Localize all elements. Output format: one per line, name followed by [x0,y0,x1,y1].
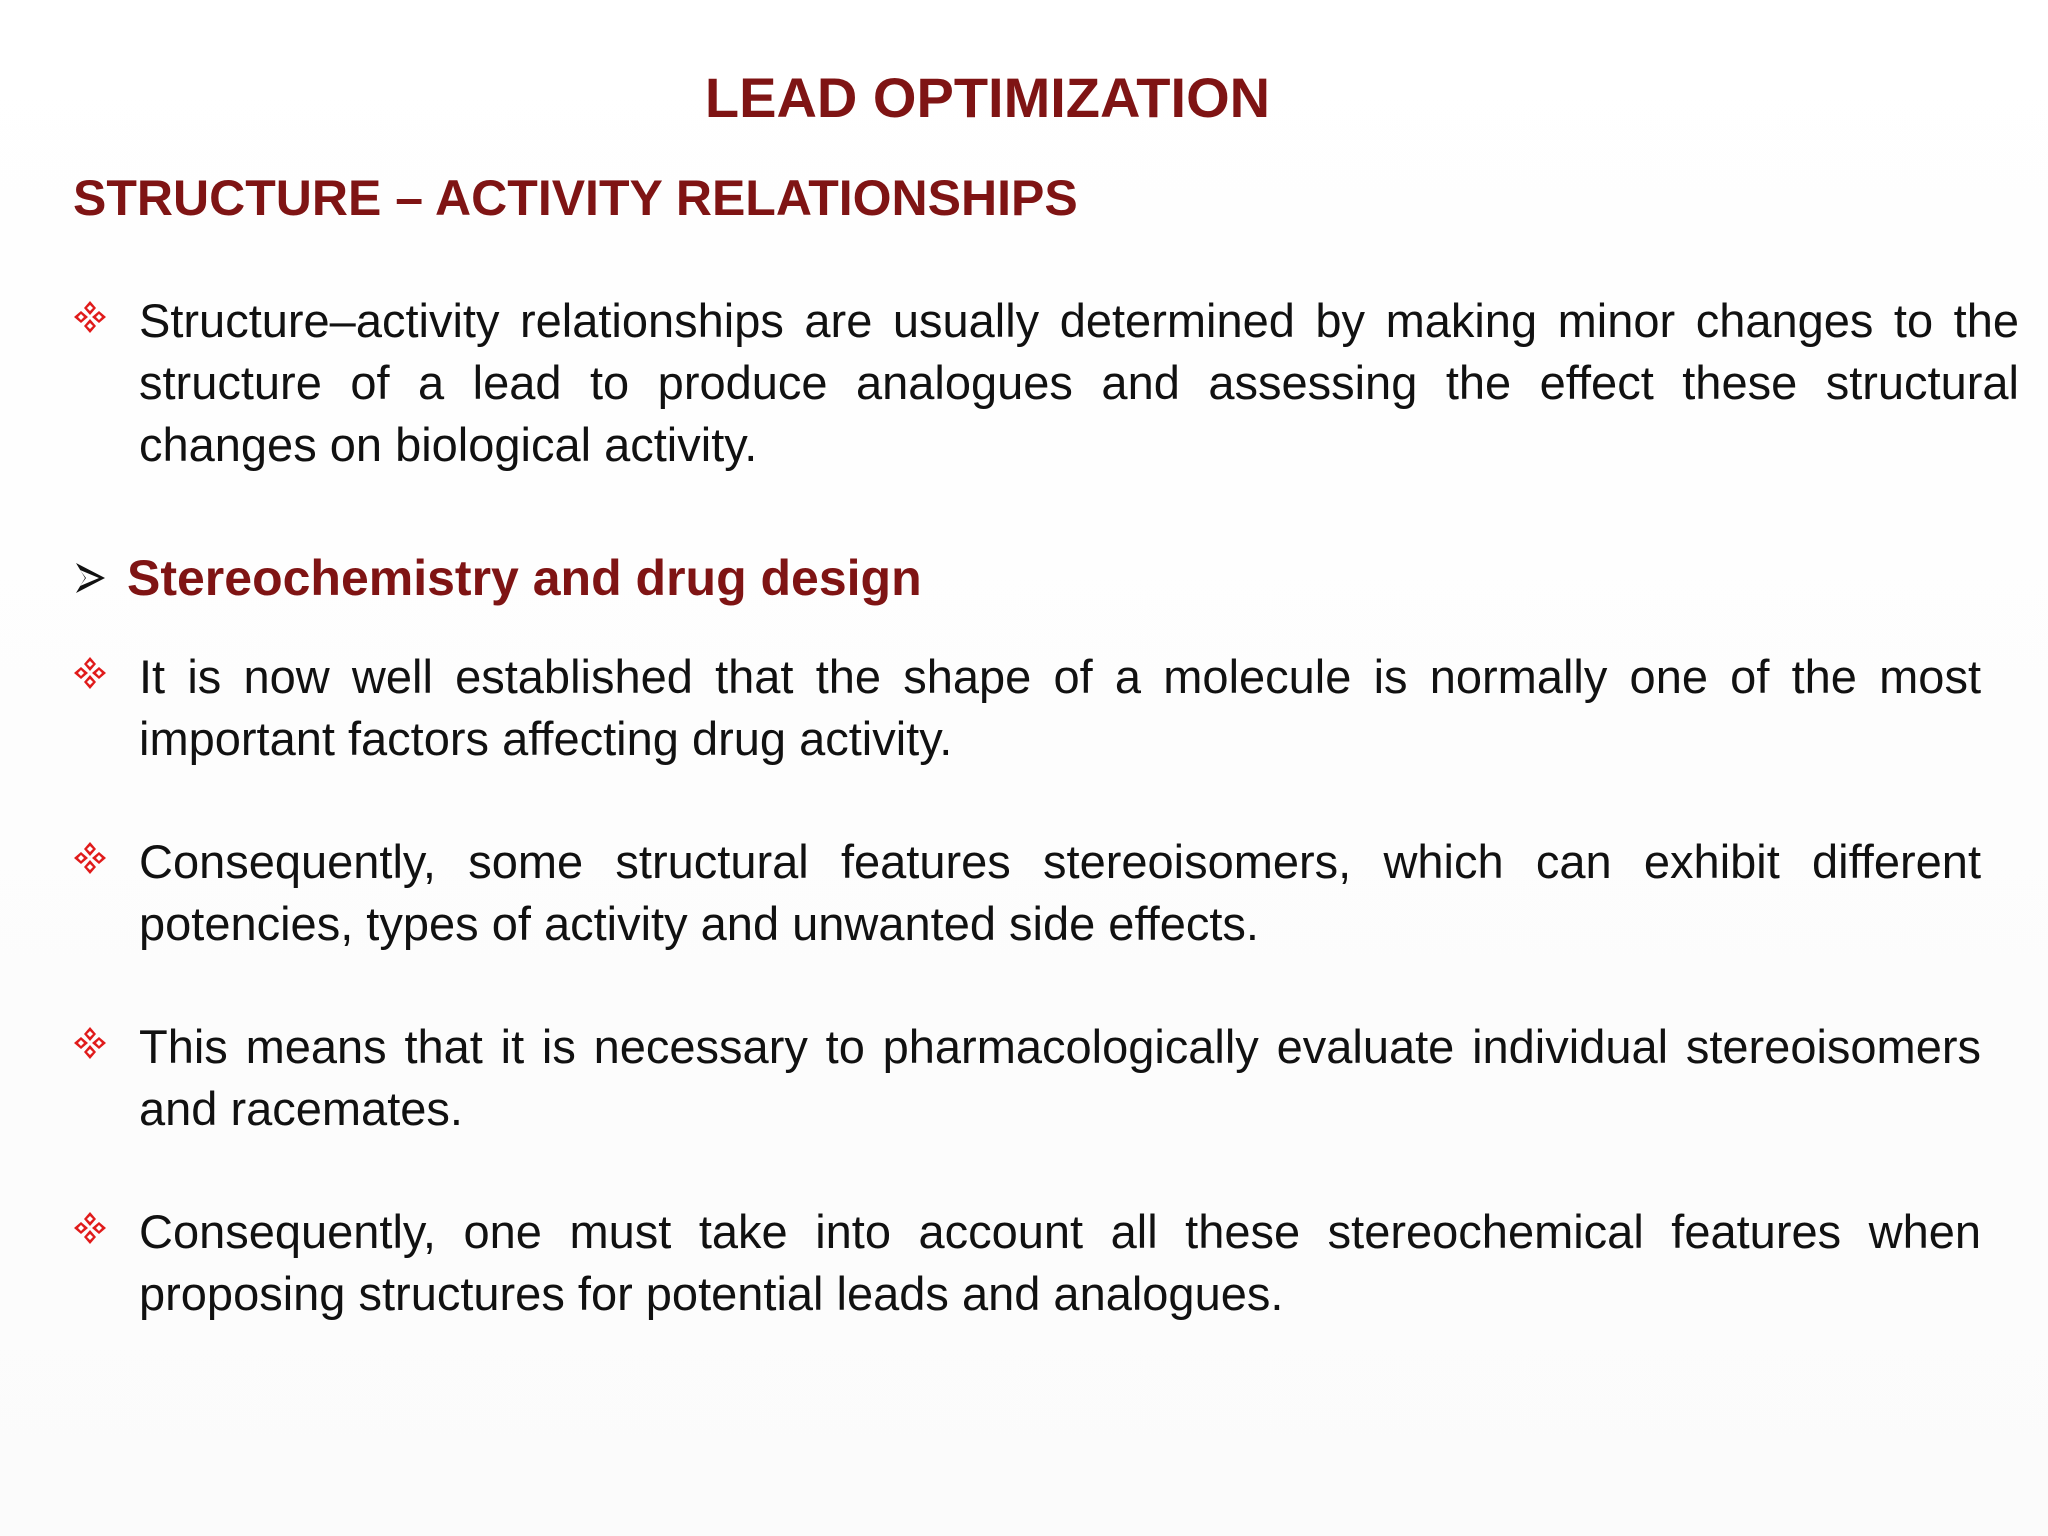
section-heading-row [73,548,922,608]
four-diamond-bullet-icon [73,290,139,334]
bullet-text: Consequently, some structural features stereoisomers, which can exhibit different potencies, types of activity and unwanted side effects. [139,835,1981,950]
section-subtitle: STRUCTURE – ACTIVITY RELATIONSHIPS [73,170,1078,226]
list-item [73,646,1981,770]
bullet-text: It is now well established that the shape of a molecule is normally one of the most important factors affecting drug activity. [139,650,1981,765]
four-diamond-bullet-icon [73,1201,139,1245]
list-item [73,831,1981,955]
section-heading: Stereochemistry and drug design [127,550,922,606]
slide-title: LEAD OPTIMIZATION [704,66,1271,129]
bullet-text: Consequently, one must take into account all these stereochemical features when proposing structures for potential leads and analogues. [139,1205,1981,1320]
list-item [73,1016,1981,1140]
list-item [73,290,2019,476]
bullet-text: Structure–activity relationships are usually determined by making minor changes to the structure of a lead to produce analogues and assessing the effect these structural changes on biological activity. [139,294,2019,471]
bullet-text: This means that it is necessary to pharmacologically evaluate individual stereoisomers and racemates. [139,1020,1981,1135]
four-diamond-bullet-icon [73,646,139,690]
four-diamond-bullet-icon [73,1016,139,1060]
four-diamond-bullet-icon [73,831,139,875]
arrowhead-bullet-icon [73,561,127,595]
list-item [73,1201,1981,1325]
